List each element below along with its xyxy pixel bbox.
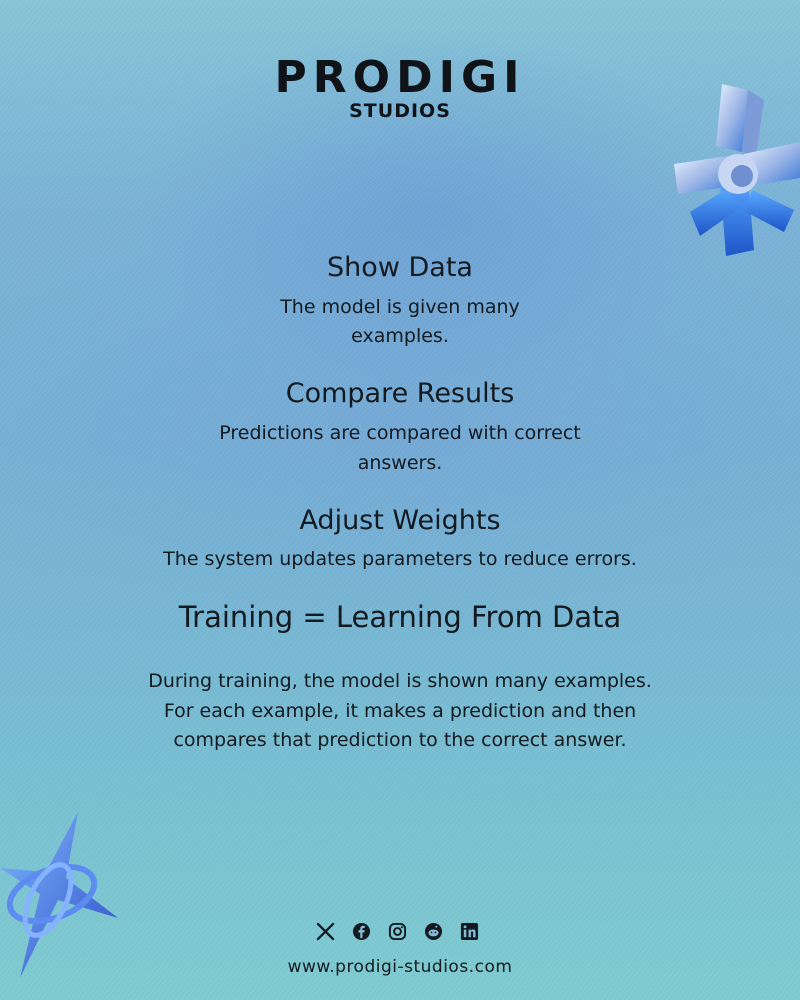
step-text-line: Predictions are compared with correct — [219, 422, 581, 444]
website-link[interactable]: www.prodigi-studios.com — [287, 957, 513, 977]
x-icon[interactable] — [316, 922, 335, 941]
summary-title: Training = Learning From Data — [178, 600, 622, 634]
step-text-line: The system updates parameters to reduce errors. — [163, 548, 637, 570]
reddit-icon[interactable] — [424, 922, 443, 941]
step-text-line: examples. — [351, 325, 449, 347]
brand-subtitle: STUDIOS — [349, 100, 451, 122]
summary-line: For each example, it makes a prediction and then — [163, 700, 637, 722]
facebook-icon[interactable] — [352, 922, 371, 941]
step-text-line: The model is given many — [280, 296, 520, 318]
step-title-adjust-weights: Adjust Weights — [299, 505, 501, 536]
linkedin-icon[interactable] — [460, 922, 479, 941]
instagram-icon[interactable] — [388, 922, 407, 941]
social-links — [316, 922, 479, 941]
step-text-line: answers. — [357, 452, 443, 474]
step-title-show-data: Show Data — [327, 252, 473, 283]
summary-line: During training, the model is shown many examples. — [148, 670, 652, 692]
step-title-compare-results: Compare Results — [285, 378, 515, 409]
brand-logo: PRODIGI — [274, 52, 526, 103]
summary-line: compares that prediction to the correct answer. — [173, 729, 627, 751]
